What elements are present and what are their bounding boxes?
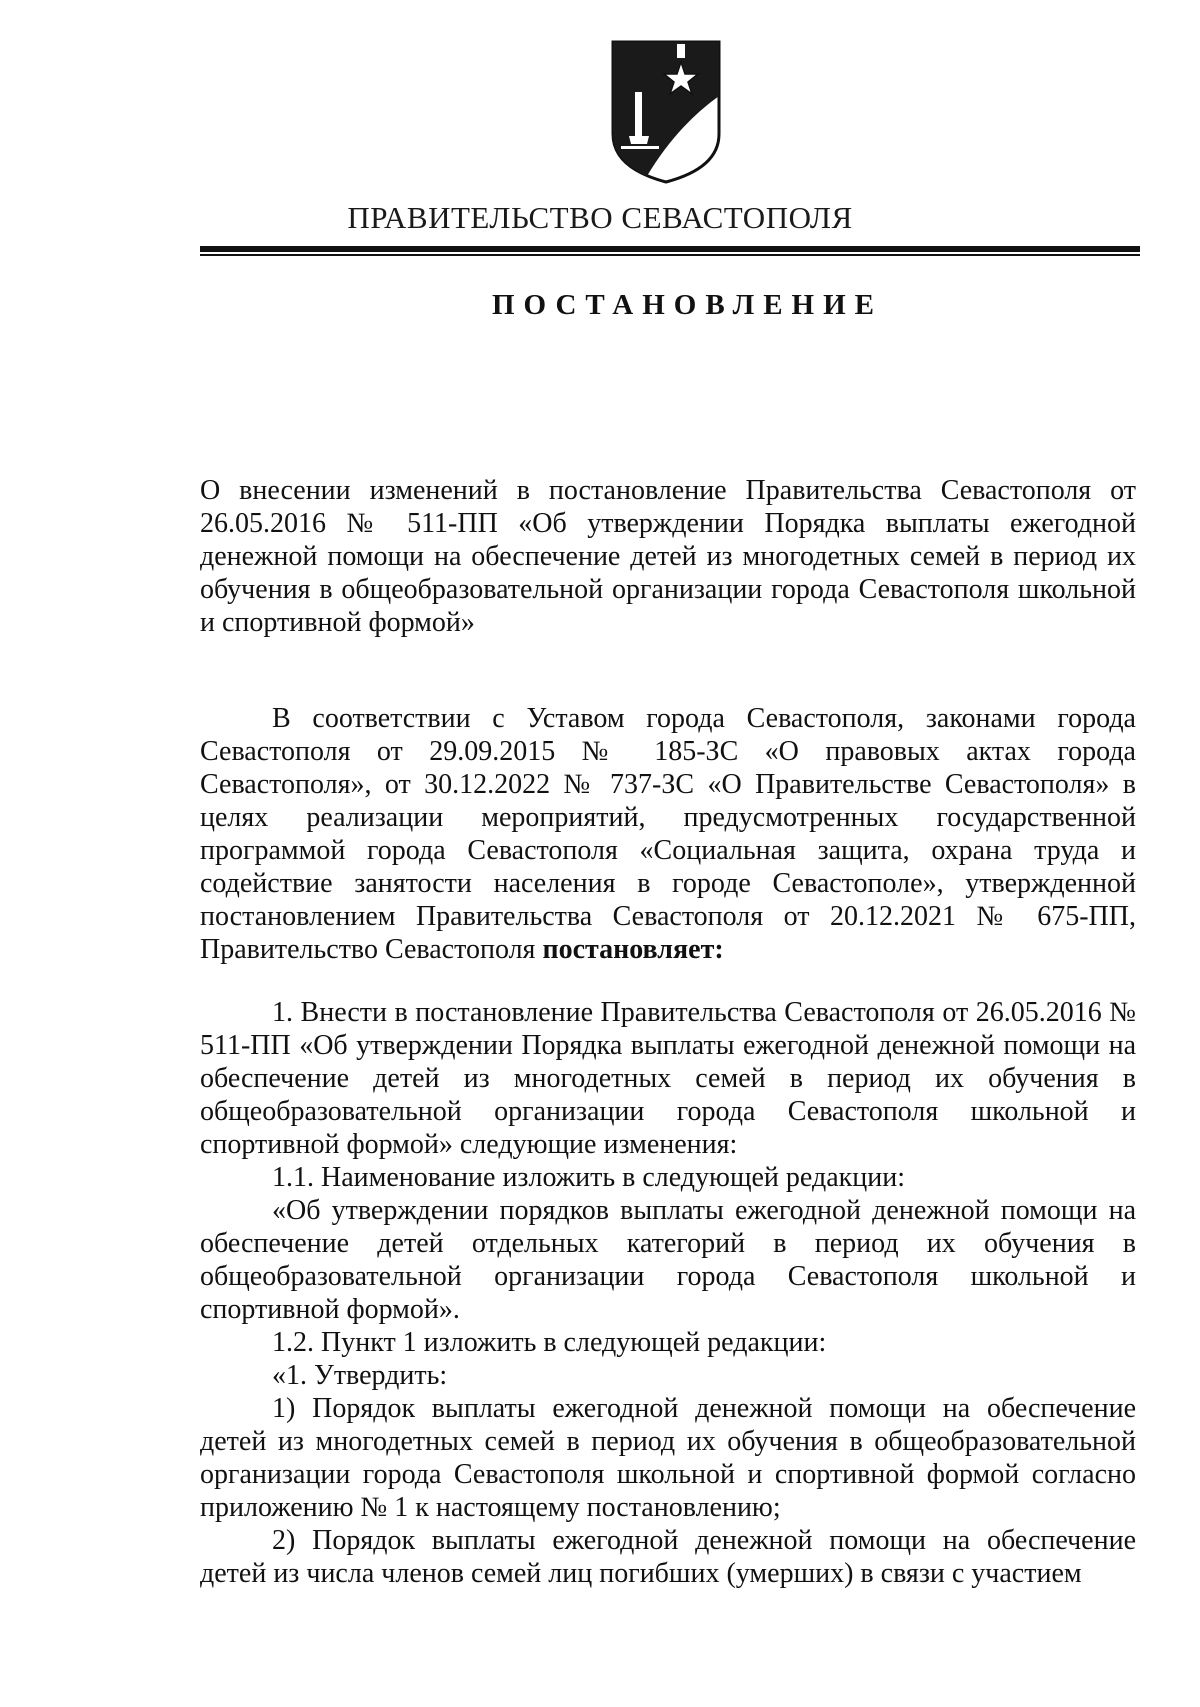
- preamble-body: В соответствии с Уставом города Севастополя, законами города Севастополя от 29.09.2015 № 185-ЗС «О правовых актах города Севастополя», от 30.12.2022 № 737-ЗС «О Правительстве Севастополя» в целях реализации мероприятий, предусмотренных государственной программой города Севастополя «Социальная защита, охрана труда и содействие занятости населения в городе Севастополе», утвержденной постановлением Правительства Севастополя от 20.12.2021 № 675-ПП, Правительство Севастополя: [200, 703, 1136, 965]
- clause-1-2-item-1: 1) Порядок выплаты ежегодной денежной помощи на обеспечение детей из многодетных семей в период их обучения в общеобразовательной организации города Севастополя школьной и спортивной формой согласно приложению № 1 к настоящему постановлению;: [200, 1393, 1136, 1523]
- preamble-block: [200, 702, 1136, 966]
- subject-block: [200, 474, 1136, 639]
- coat-of-arms-icon: [607, 36, 725, 186]
- clause-1-2-item-2: 2) Порядок выплаты ежегодной денежной помощи на обеспечение детей из числа членов семей лиц погибших (умерших) в связи с участием: [200, 1525, 1136, 1589]
- subject-text: О внесении изменений в постановление Правительства Севастополя от 26.05.2016 № 511-ПП «Об утверждении Порядка выплаты ежегодной денежной помощи на обеспечение детей из многодетных семей в период их обучения в общеобразовательной организации города Севастополя школьной и спортивной формой»: [200, 475, 1136, 638]
- clause-1: 1. Внести в постановление Правительства Севастополя от 26.05.2016 № 511-ПП «Об утверждении Порядка выплаты ежегодной денежной помощи на обеспечение детей из многодетных семей в период их обучения в общеобразовательной организации города Севастополя школьной и спортивной формой» следующие изменения:: [200, 997, 1136, 1160]
- header-rule-thin: [200, 254, 1140, 256]
- header-rule-thick: [200, 246, 1140, 252]
- clause-1-1-text: «Об утверждении порядков выплаты ежегодной денежной помощи на обеспечение детей отдельных категорий в период их обучения в общеобразовательной организации города Севастополя школьной и спортивной формой».: [200, 1195, 1136, 1325]
- government-name: ПРАВИТЕЛЬСТВО СЕВАСТОПОЛЯ: [347, 200, 853, 235]
- clause-1-2: 1.2. Пункт 1 изложить в следующей редакции:: [272, 1327, 827, 1358]
- body-block: [200, 996, 1136, 1590]
- document-type: ПОСТАНОВЛЕНИЕ: [491, 289, 883, 321]
- clause-1-2-lead: «1. Утвердить:: [272, 1360, 448, 1391]
- clause-1-1: 1.1. Наименование изложить в следующей редакции:: [272, 1162, 905, 1193]
- preamble-text: [200, 702, 1136, 966]
- resolves-word: постановляет:: [542, 934, 724, 965]
